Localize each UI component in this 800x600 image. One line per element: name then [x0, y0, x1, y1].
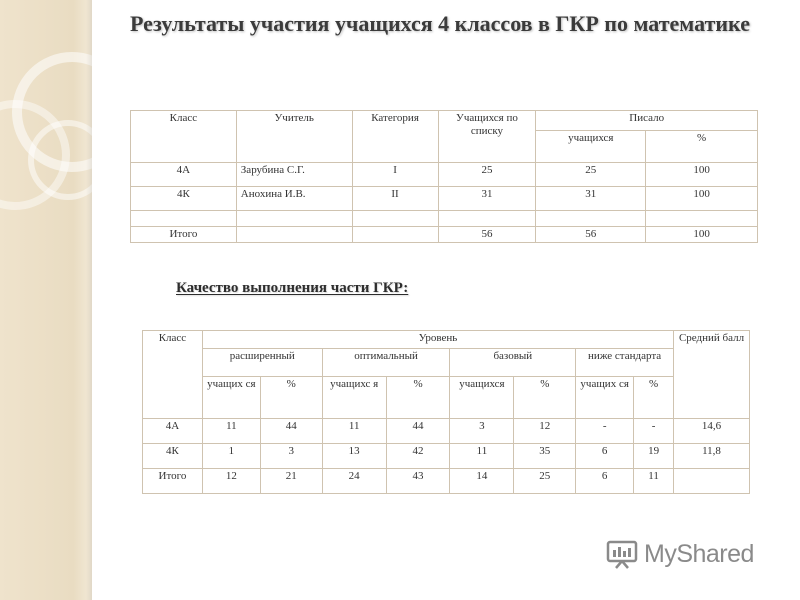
quality-table	[142, 330, 750, 494]
cell-class: 4К	[143, 444, 203, 469]
header-percent: %	[386, 377, 450, 419]
cell-value: -	[576, 419, 634, 444]
cell-value: 12	[202, 469, 260, 494]
cell-value: 3	[260, 444, 322, 469]
cell-value: 11	[634, 469, 674, 494]
table-row-total	[143, 469, 750, 494]
header-avg-score: Средний балл	[674, 331, 750, 419]
cell-class: 4А	[131, 163, 237, 187]
header-students: учащихс я	[322, 377, 386, 419]
header-percent: %	[634, 377, 674, 419]
header-students: учащих ся	[202, 377, 260, 419]
header-students: учащихся	[450, 377, 514, 419]
logo-text: MyShared	[644, 539, 754, 568]
header-students-listed: Учащихся по списку	[438, 111, 536, 163]
cell-percent: 100	[646, 187, 758, 211]
cell-wrote: 25	[536, 163, 646, 187]
cell-percent: 100	[646, 163, 758, 187]
table-row	[131, 187, 758, 211]
cell-category: I	[352, 163, 438, 187]
decorative-side-strip	[0, 0, 92, 600]
cell-value: 11	[450, 444, 514, 469]
cell-value: 25	[514, 469, 576, 494]
section-subtitle: Качество выполнения части ГКР:	[176, 280, 409, 296]
cell-value: 13	[322, 444, 386, 469]
cell-value: 11	[202, 419, 260, 444]
cell-value: 6	[576, 469, 634, 494]
cell-listed: 31	[438, 187, 536, 211]
cell-value: 35	[514, 444, 576, 469]
cell-class: Итого	[143, 469, 203, 494]
cell-teacher: Зарубина С.Г.	[236, 163, 352, 187]
cell-total-label: Итого	[131, 227, 237, 243]
cell-total-percent: 100	[646, 227, 758, 243]
cell-class: 4А	[143, 419, 203, 444]
header-below-standard: ниже стандарта	[576, 349, 674, 377]
cell-avg	[674, 469, 750, 494]
cell-value: 6	[576, 444, 634, 469]
table-row	[143, 419, 750, 444]
page-title: Результаты участия учащихся 4 классов в ГКР по математике	[130, 11, 750, 36]
header-category: Категория	[352, 111, 438, 163]
myshared-logo[interactable]	[606, 536, 754, 572]
cell-value: 21	[260, 469, 322, 494]
header-optimal: оптимальный	[322, 349, 450, 377]
header-class: Класс	[143, 331, 203, 419]
cell-teacher: Анохина И.В.	[236, 187, 352, 211]
header-level: Уровень	[202, 331, 673, 349]
cell-value: 24	[322, 469, 386, 494]
header-teacher: Учитель	[236, 111, 352, 163]
table-row	[143, 444, 750, 469]
header-wrote: Писало	[536, 111, 758, 131]
cell-class: 4К	[131, 187, 237, 211]
cell-value: 19	[634, 444, 674, 469]
header-wrote-percent: %	[646, 131, 758, 163]
cell-value: 44	[386, 419, 450, 444]
cell-listed: 25	[438, 163, 536, 187]
header-percent: %	[260, 377, 322, 419]
table-row-total	[131, 227, 758, 243]
table-row	[131, 163, 758, 187]
cell-total-listed: 56	[438, 227, 536, 243]
header-extended: расширенный	[202, 349, 322, 377]
header-students: учащих ся	[576, 377, 634, 419]
cell-value: 43	[386, 469, 450, 494]
cell-value: 12	[514, 419, 576, 444]
cell-value: 44	[260, 419, 322, 444]
cell-value: 3	[450, 419, 514, 444]
presentation-board-icon	[606, 539, 638, 569]
participation-table	[130, 110, 758, 243]
cell-category: II	[352, 187, 438, 211]
cell-wrote: 31	[536, 187, 646, 211]
header-wrote-students: учащихся	[536, 131, 646, 163]
cell-value: 14	[450, 469, 514, 494]
cell-avg: 11,8	[674, 444, 750, 469]
cell-value: 11	[322, 419, 386, 444]
table-row-empty	[131, 211, 758, 227]
cell-avg: 14,6	[674, 419, 750, 444]
decorative-circle	[28, 120, 108, 200]
header-basic: базовый	[450, 349, 576, 377]
cell-value: 42	[386, 444, 450, 469]
cell-total-wrote: 56	[536, 227, 646, 243]
cell-value: 1	[202, 444, 260, 469]
cell-value: -	[634, 419, 674, 444]
header-percent: %	[514, 377, 576, 419]
header-class: Класс	[131, 111, 237, 163]
